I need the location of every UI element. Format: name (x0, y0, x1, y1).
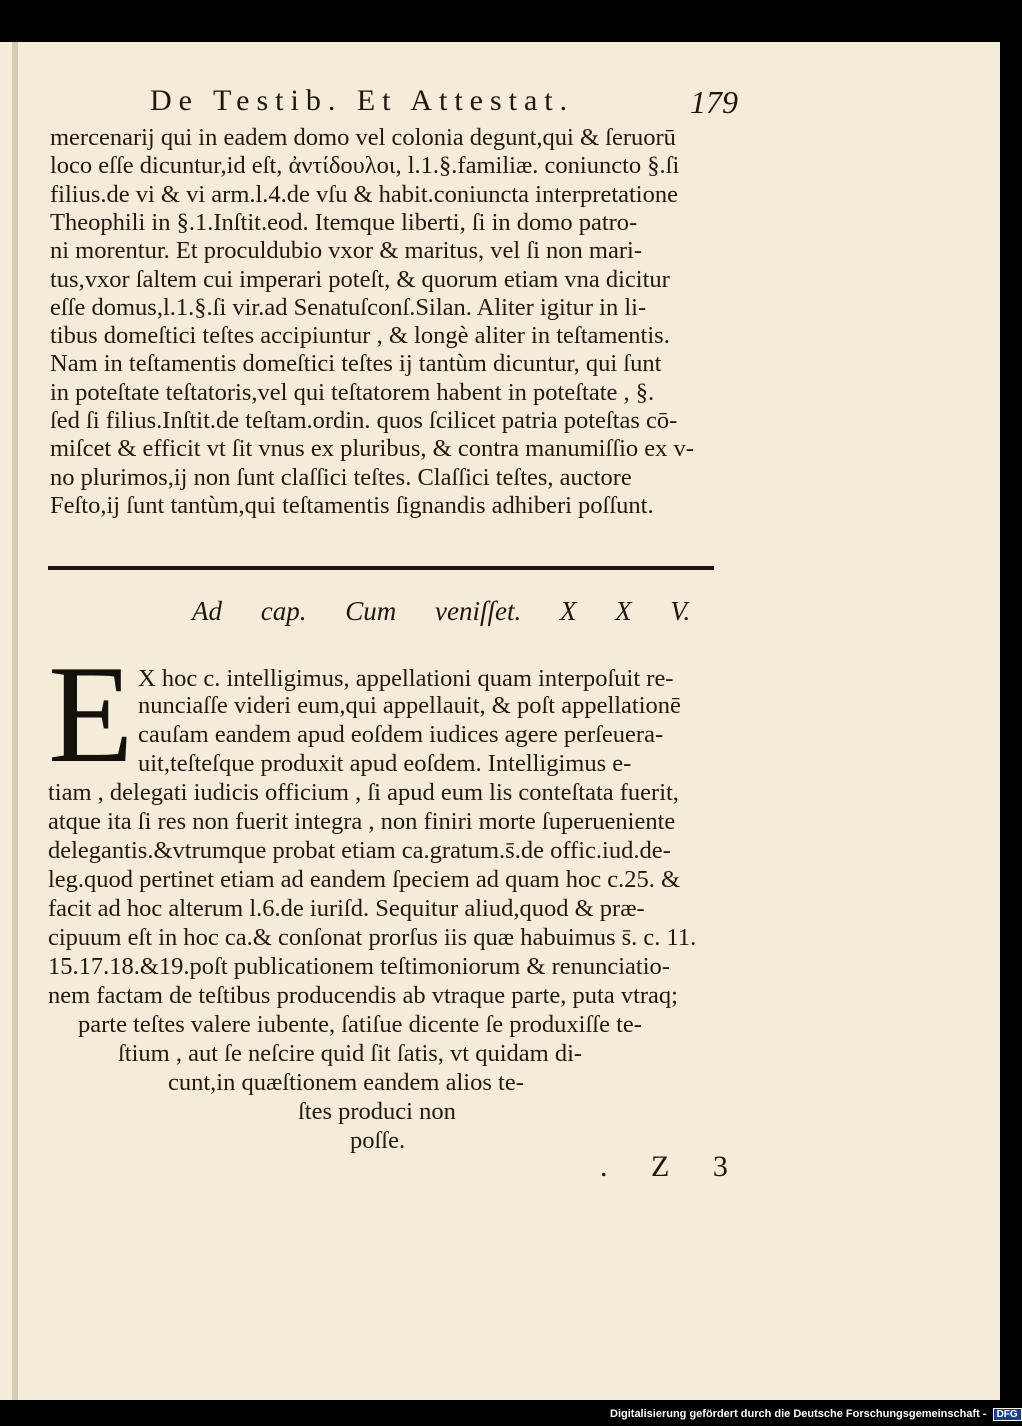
text-line: ſed ſi filius.Inſtit.de teſtam.ordin. quos ſcilicet patria poteſtas cō- (50, 407, 678, 434)
text-line: ſtes produci non (298, 1098, 456, 1125)
text-line: cipuum eſt in hoc ca.& conſonat prorſus iis quæ habuimus s̄. c. 11. (48, 924, 697, 951)
drop-capital: E (48, 637, 134, 792)
text-line: nunciaſſe videri eum,qui appellauit, & poſt appellationē (138, 692, 681, 719)
catchword: . Z 3 (600, 1150, 746, 1183)
text-line: tus,vxor ſaltem cui imperari poteſt, & quorum etiam vna dicitur (50, 265, 670, 293)
text-line: Theophili in §.1.Inſtit.eod. Itemque liberti, ſi in domo patro- (50, 208, 638, 236)
text-line: tibus domeſtici teſtes accipiuntur , & longè aliter in teſtamentis. (50, 322, 670, 350)
text-line: Nam in teſtamentis domeſtici teſtes ij tantùm dicuntur, qui ſunt (50, 350, 662, 378)
text-line: miſcet & efficit vt ſit vnus ex pluribus, & contra manumiſſio ex v- (50, 435, 694, 463)
dfg-logo: DFG (993, 1408, 1022, 1421)
text-line: in poteſtate teſtatoris,vel qui teſtatorem habent in poteſtate , §. (50, 378, 655, 406)
text-line: atque ita ſi res non fuerit integra , non finiri morte ſuperueniente (48, 808, 676, 835)
section-heading: Ad cap. Cum veniſſet. X X V. (192, 596, 691, 626)
digitization-footer (610, 1408, 1022, 1421)
page-number: 179 (690, 84, 738, 120)
text-line: leg.quod pertinet etiam ad eandem ſpeciem ad quam hoc c.25. & (48, 866, 681, 893)
page-edge (12, 42, 18, 1400)
text-line: facit ad hoc alterum l.6.de iuriſd. Sequitur aliud,quod & præ- (48, 895, 645, 922)
text-line: X hoc c. intelligimus, appellationi quam interpoſuit re- (138, 665, 674, 692)
text-line: filius.de vi & vi arm.l.4.de vſu & habit.coniuncta interpretatione (50, 180, 678, 208)
text-line: poſſe. (350, 1127, 406, 1154)
text-line: ni morentur. Et proculdubio vxor & maritus, vel ſi non mari- (50, 237, 642, 265)
text-line: uit,teſteſque produxit apud eoſdem. Intelligimus e- (138, 750, 632, 777)
section-divider (48, 566, 714, 570)
text-line: eſſe domus,l.1.§.ſi vir.ad Senatuſconſ.Silan. Aliter igitur in li- (50, 293, 647, 321)
running-header: De Testib. Et Attestat. (150, 84, 575, 117)
text-line: nem factam de teſtibus producendis ab vtraque parte, puta vtraq; (48, 982, 678, 1009)
footer-text: Digitalisierung gefördert durch die Deutsche Forschungsgemeinschaft - (610, 1408, 987, 1420)
text-line: Feſto,ij ſunt tantùm,qui teſtamentis ſignandis adhiberi poſſunt. (50, 491, 654, 519)
text-line: no plurimos,ij non ſunt claſſici teſtes. Claſſici teſtes, auctore (50, 463, 632, 491)
text-line: ſtium , aut ſe neſcire quid ſit ſatis, vt quidam di- (118, 1040, 583, 1067)
text-line: parte teſtes valere iubente, ſatiſue dicente ſe produxiſſe te- (78, 1011, 642, 1038)
text-line: mercenarij qui in eadem domo vel colonia degunt,qui & ſeruorū (50, 124, 676, 151)
text-line: delegantis.&vtrumque probat etiam ca.gratum.s̄.de offic.iud.de- (48, 837, 671, 864)
text-line: cauſam eandem apud eoſdem iudices agere perſeuera- (138, 721, 664, 748)
text-line: tiam , delegati iudicis officium , ſi apud eum lis conteſtata fuerit, (48, 779, 679, 806)
text-line: loco eſſe dicuntur,id eſt, ἀντίδουλοι, l.1.§.familiæ. coniuncto §.ſi (50, 152, 680, 180)
text-line: cunt,in quæſtionem eandem alios te- (168, 1069, 524, 1096)
text-line: 15.17.18.&19.poſt publicationem teſtimoniorum & renunciatio- (48, 953, 670, 980)
